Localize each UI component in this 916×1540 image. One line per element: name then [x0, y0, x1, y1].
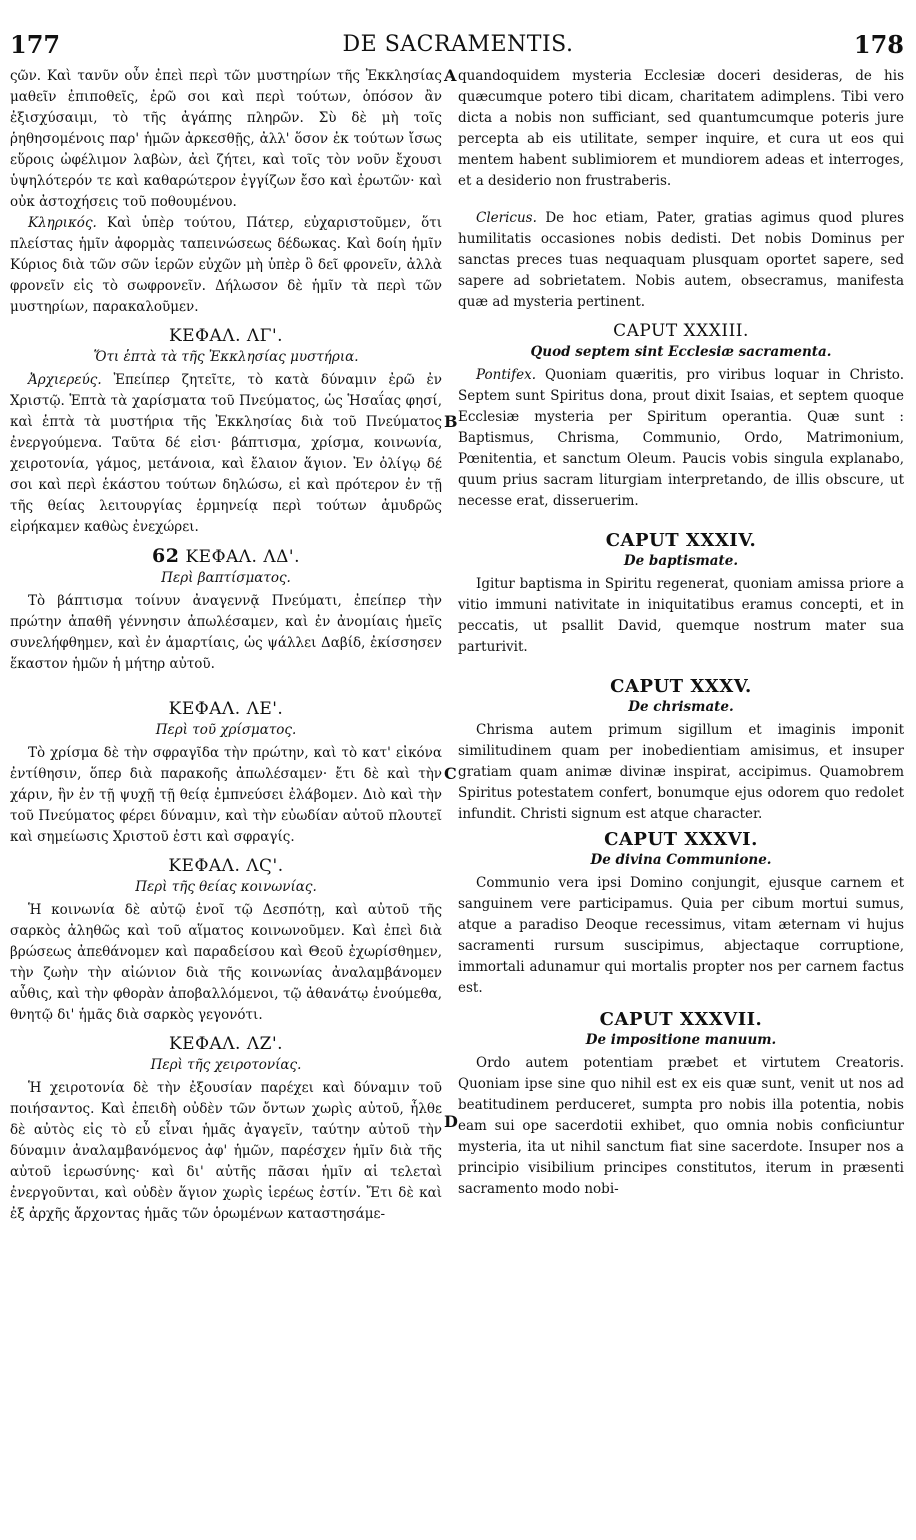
chapter-subtitle-36: Περὶ τῆς θείας κοινωνίας.	[135, 879, 317, 895]
chapter-heading-33: CAPUT XXXIII.	[613, 321, 749, 341]
chapter-subtitle-34: Περὶ βαπτίσματος.	[161, 570, 291, 586]
greek-paragraph-intro: ςῶν. Καὶ τανῦν οὖν ἐπεὶ περὶ τῶν μυστηρίων τῆς Ἐκκλησίας μαθεῖν ἐπιποθεῖς, ἐρῶ σοι καὶ περὶ τούτων, ὁπόσον ἂν ἐξισχύσαιμι, τὸ τῆς ἀγάπης πληρῶν. Σὺ δὲ μὴ τοῖς ῥηθησομένοις παρ' ἡμῶν ἀρκεσθῇς, ἀλλ' ὅσον ἐκ τούτων ἴσως εὕροις ὠφέλιμον λαβὼν, ἀεὶ ζήτει, καὶ τοῖς τὸν νοῦν ἔχουσι ὑψηλότερόν τε καὶ καθαρώτερον ἐγγίζων ἔσο καὶ ἐρωτῶν· καὶ οὐκ ἀστοχήσεις τοῦ ποθουμένου.	[10, 68, 442, 210]
chapter-heading-37: ΚΕΦΑΛ. ΛΖ'.	[168, 1034, 284, 1054]
chapter-heading-text: ΚΕΦΑΛ. ΛΔ'.	[185, 547, 300, 567]
chapter-subtitle-35: De chrismate.	[628, 699, 734, 715]
chapter-heading-34	[10, 546, 442, 568]
chapter-subtitle-33: Ὅτι ἑπτὰ τὰ τῆς Ἐκκλησίας μυστήρια.	[93, 349, 359, 365]
latin-paragraph-36: Communio vera ipsi Domino conjungit, ejusque carnem et sanguinem vere participamus. Quia per cibum mortui sumus, atque a paradiso Deoque recessimus, vitam æternam vi hujus sacramenti rursum suscipimus, abjectaque corruptione, immortali adunamur qui mortalis propter nos per carnem factus est.	[458, 875, 904, 996]
paragraph-text: Καὶ ὑπὲρ τούτου, Πάτερ, εὐχαριστοῦμεν, ὅτι πλείστας ἡμῖν ἀφορμὰς ταπεινώσεως δέδωκας. Καὶ δοίη ἡμῖν Κύριος διὰ τῶν σῶν ἱερῶν εὐχῶν μὴ ὑπὲρ ὃ δεῖ φρονεῖν, ἀλλὰ φρονεῖν εἰς τὸ σωφρονεῖν. Δήλωσον δὲ ἡμῖν τὰ περὶ τῶν μυστηρίων, παρακαλοῦμεν.	[10, 215, 443, 315]
spacer	[458, 192, 904, 208]
chapter-heading-36: ΚΕΦΑΛ. ΛϚ'.	[168, 856, 284, 876]
chapter-subtitle-34: De baptismate.	[623, 553, 739, 569]
latin-paragraph-33	[458, 365, 904, 512]
margin-letter-b: B	[444, 412, 458, 431]
chapter-subtitle-36: De divina Communione.	[590, 852, 772, 868]
latin-paragraph-intro: quandoquidem mysteria Ecclesiæ doceri desideras, de his quæcumque potero tibi dicam, charitatem adimplens. Tibi vero dicta a nobis non sufficiant, sed quantumcumque poteris jure percepta ab eis utilitate, semper inquire, et cura ut eos qui mentem habent sublimiorem et mundiorem adeas et interroges, et a desiderio non frustraberis.	[458, 68, 904, 189]
greek-paragraph-35: Τὸ χρίσμα δὲ τὴν σφραγῖδα τὴν πρώτην, καὶ τὸ κατ' εἰκόνα ἐντίθησιν, ὅπερ διὰ παρακοῆς ἀπωλέσαμεν· ἔτι δὲ καὶ τὴν χάριν, ἣν ἐν τῇ ψυχῇ τῇ θείᾳ ἐμπνεύσει ἐλάβομεν. Διὸ καὶ τὴν τοῦ Πνεύματος φέρει δύναμιν, καὶ τὴν εὐωδίαν αὐτοῦ πλουτεῖ καὶ σημείωσις Χριστοῦ ἐστι καὶ σφραγίς.	[10, 745, 442, 845]
latin-paragraph-35: Chrisma autem primum sigillum et imaginis imponit similitudinem quam per inobedientiam amisimus, et insuper gratiam quam animæ divinæ inspirat, accipimus. Quamobrem Spiritus potestatem confert, bonumque ejus odorem quo redolet infundit. Christi signum est atque character.	[458, 722, 904, 822]
paragraph-text: Ἐπείπερ ζητεῖτε, τὸ κατὰ δύναμιν ἐρῶ ἐν Χριστῷ. Ἑπτὰ τὰ χαρίσματα τοῦ Πνεύματος, ὡς Ἡσαΐας φησί, καὶ ἑπτὰ τὰ μυστήρια τῆς Ἐκκλησίας διὰ τοῦ Πνεύματος ἐνεργούμενα. Ταῦτα δέ εἰσι· βάπτισμα, χρίσμα, κοινωνία, χειροτονία, γάμος, μετάνοια, καὶ ἔλαιον ἅγιον. Ἐν ὀλίγῳ δέ σοι καὶ περὶ ἑκάστου τούτων δηλώσω, εἰ καὶ πρότερον ἐν τῇ τῆς θείας λειτουργίας ἑρμηνείᾳ περὶ τούτων ἀμυδρῶς εἰρήκαμεν καθὼς ἐνεχώρει.	[10, 372, 442, 535]
latin-paragraph-clericus	[458, 208, 904, 313]
column-number: 62	[152, 545, 180, 567]
chapter-heading-35: CAPUT XXXV.	[610, 676, 752, 697]
page-number-left: 177	[10, 30, 61, 59]
latin-paragraph-34: Igitur baptisma in Spiritu regenerat, quoniam amissa priore a vitio immuni nativitate in iniquitatibus eramus concepti, et in peccatis, ut psallit David, quemque nostrum mater sua parturivit.	[458, 576, 904, 655]
running-head	[0, 30, 916, 62]
speaker-label: Κληρικός.	[28, 215, 97, 231]
speaker-label: Pontifex.	[476, 367, 536, 383]
chapter-heading-37: CAPUT XXXVII.	[599, 1009, 763, 1030]
greek-paragraph-34: Τὸ βάπτισμα τοίνυν ἀναγεννᾷ Πνεύματι, ἐπείπερ τὴν πρώτην ἀπαθῆ γέννησιν ἀπωλέσαμεν, καὶ ἐν ἀνομίαις ἡμεῖς συνελήφθημεν, καὶ ἐν ἁμαρτίαις, ὡς ψάλλει Δαβίδ, ἐκίσσησεν ἕκαστον ἡμῶν ἡ μήτηρ αὐτοῦ.	[10, 593, 442, 672]
chapter-heading-36: CAPUT XXXVI.	[604, 829, 758, 850]
margin-letter-d: D	[444, 1112, 458, 1131]
latin-column	[458, 66, 904, 1200]
greek-paragraph-33	[10, 370, 442, 538]
chapter-subtitle-33: Quod septem sint Ecclesiæ sacramenta.	[530, 344, 832, 360]
speaker-label: Clericus.	[476, 210, 537, 226]
latin-paragraph-37: Ordo autem potentiam præbet et virtutem Creatoris. Quoniam ipse sine quo nihil est ex eis quæ sunt, venit ut nos ad beatitudinem perduceret, sumpta pro nobis illa potentia, nobis eam sui ope sacerdotii exhibet, quo omnia nobis conficiuntur mysteria, ita ut nihil sanctum fiat sine sacerdote. Insuper nos a principio visibilium principes constitutos, iterum in præsenti sacramento modo nobi-	[458, 1055, 904, 1197]
paragraph-text: De hoc etiam, Pater, gratias agimus quod plures humilitatis occasiones nobis dedisti. Det nobis Dominus per sanctas preces tuas nequaquam plusquam oportet sapere, sed sapere ad sobrietatem. Nobis autem, obsecramus, manifesta quæ ad mysteria pertinent.	[458, 210, 904, 310]
chapter-heading-35: ΚΕΦΑΛ. ΛΕ'.	[168, 699, 284, 719]
margin-letter-a: A	[444, 66, 457, 85]
chapter-subtitle-37: De impositione manuum.	[585, 1032, 777, 1048]
greek-column	[10, 66, 442, 1225]
chapter-subtitle-35: Περὶ τοῦ χρίσματος.	[155, 722, 297, 738]
paragraph-text: Quoniam quæritis, pro viribus loquar in Christo. Septem sunt Spiritus dona, prout dixit Isaias, et septem quoque Ecclesiæ mysteria per Spiritum operantia. Quæ sunt : Baptismus, Chrisma, Communio, Ordo, Matrimonium, Pœnitentia, et sanctum Oleum. Paucis vobis singula explanabo, quum prius sacram liturgiam interpretando, de illis obscure, ut necesse erat, disseruerim.	[458, 367, 904, 509]
page-number-right: 178	[853, 30, 904, 59]
chapter-heading-33: ΚΕΦΑΛ. ΛΓ'.	[168, 326, 284, 346]
chapter-subtitle-37: Περὶ τῆς χειροτονίας.	[150, 1057, 302, 1073]
greek-paragraph-37: Ἡ χειροτονία δὲ τὴν ἐξουσίαν παρέχει καὶ δύναμιν τοῦ ποιήσαντος. Καὶ ἐπειδὴ οὐδὲν τῶν ὄντων χωρὶς αὐτοῦ, ἦλθε δὲ αὐτὸς εἰς τὸ εὖ εἶναι ἡμᾶς ἀγαγεῖν, ταύτην αὐτοῦ τὴν δύναμιν ἀναλαμβανόμενος ἀφ' ἡμῶν, παρέσχεν ἡμῖν διὰ τῆς αὐτοῦ ἱερωσύνης· καὶ δι' αὐτῆς πᾶσαι ἡμῖν αἱ τελεταὶ ἐνεργοῦνται, καὶ οὐδὲν ἅγιον χωρὶς ἱερέως ἐστίν. Ἔτι δὲ καὶ ἐξ ἀρχῆς ἄρχοντας ἡμᾶς τῶν ὁρωμένων καταστησάμε-	[10, 1080, 442, 1222]
running-title: DE SACRAMENTIS.	[342, 32, 574, 57]
chapter-heading-34: CAPUT XXXIV.	[605, 530, 757, 551]
speaker-label: Ἀρχιερεύς.	[28, 372, 102, 388]
greek-paragraph-clericus	[10, 213, 442, 318]
greek-paragraph-36: Ἡ κοινωνία δὲ αὐτῷ ἑνοῖ τῷ Δεσπότῃ, καὶ αὐτοῦ τῆς σαρκὸς ἀληθῶς καὶ τοῦ αἵματος κοινωνοῦμεν. Καὶ ἐπεὶ διὰ βρώσεως ἀπεθάνομεν καὶ παραδείσου καὶ Θεοῦ ἐχωρίσθημεν, τὴν ζωὴν τὴν αἰώνιον διὰ τῆς κοινωνίας ἀναλαμβάνομεν αὖθις, καὶ τὴν φθορὰν ἀποβαλλόμενοι, τῷ ἀθανάτῳ ἑνούμεθα, θνητῷ δι' ἡμᾶς διὰ σαρκὸς γεγονότι.	[10, 902, 442, 1023]
spacer	[10, 675, 442, 691]
margin-letter-c: C	[444, 764, 457, 783]
